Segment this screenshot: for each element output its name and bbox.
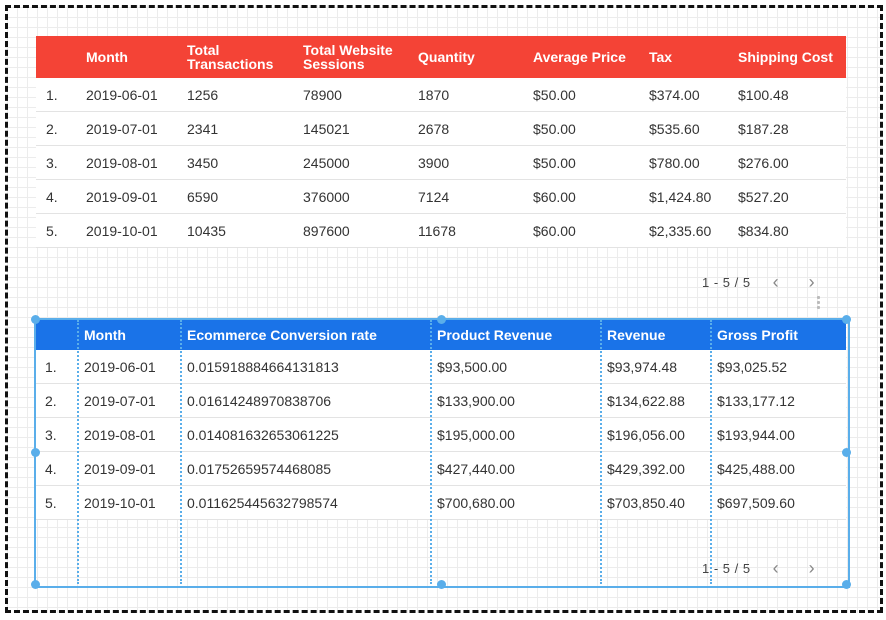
header-total-website-sessions[interactable]: Total Website Sessions [298, 36, 413, 78]
cell-revenue: $429,392.00 [601, 452, 711, 486]
cell-shipping-cost: $834.80 [733, 214, 846, 248]
cell-total-website-sessions: 245000 [298, 146, 413, 180]
header-quantity[interactable]: Quantity [413, 36, 528, 78]
cell-revenue: $93,974.48 [601, 350, 711, 384]
cell-month: 2019-07-01 [81, 112, 182, 146]
header-average-price[interactable]: Average Price [528, 36, 644, 78]
header-ecommerce-conversion-rate[interactable]: Ecommerce Conversion rate [181, 320, 431, 350]
cell-shipping-cost: $276.00 [733, 146, 846, 180]
cell-product-revenue: $427,440.00 [431, 452, 601, 486]
resize-handle-top-left[interactable] [31, 315, 40, 324]
row-index: 1. [36, 350, 78, 384]
cell-month: 2019-06-01 [78, 350, 181, 384]
cell-total-transactions: 1256 [182, 78, 298, 112]
cell-total-transactions: 3450 [182, 146, 298, 180]
row-index: 5. [36, 486, 78, 520]
cell-product-revenue: $133,900.00 [431, 384, 601, 418]
cell-month: 2019-07-01 [78, 384, 181, 418]
cell-product-revenue: $700,680.00 [431, 486, 601, 520]
cell-product-revenue: $195,000.00 [431, 418, 601, 452]
pagination-range: 1 - 5 / 5 [702, 561, 751, 576]
chevron-right-icon[interactable]: › [808, 558, 815, 578]
header-revenue[interactable]: Revenue [601, 320, 711, 350]
cell-tax: $1,424.80 [644, 180, 733, 214]
cell-conversion-rate: 0.011625445632798574 [181, 486, 431, 520]
cell-total-transactions: 10435 [182, 214, 298, 248]
table-row [36, 452, 846, 486]
cell-gross-profit: $697,509.60 [711, 486, 846, 520]
cell-tax: $374.00 [644, 78, 733, 112]
pagination-range: 1 - 5 / 5 [702, 275, 751, 290]
cell-tax: $535.60 [644, 112, 733, 146]
column-divider[interactable] [180, 320, 182, 584]
cell-total-transactions: 2341 [182, 112, 298, 146]
row-index: 4. [36, 180, 81, 214]
row-index: 5. [36, 214, 81, 248]
cell-tax: $2,335.60 [644, 214, 733, 248]
resize-handle-right[interactable] [842, 448, 851, 457]
table-row [36, 384, 846, 418]
data-table-sales[interactable] [36, 36, 846, 248]
cell-quantity: 3900 [413, 146, 528, 180]
column-divider[interactable] [77, 320, 79, 584]
cell-average-price: $50.00 [528, 146, 644, 180]
cell-quantity: 1870 [413, 78, 528, 112]
row-index: 3. [36, 146, 81, 180]
row-index: 3. [36, 418, 78, 452]
row-index: 1. [36, 78, 81, 112]
resize-handle-bottom[interactable] [437, 580, 446, 589]
cell-shipping-cost: $100.48 [733, 78, 846, 112]
cell-conversion-rate: 0.01752659574468085 [181, 452, 431, 486]
cell-average-price: $50.00 [528, 78, 644, 112]
cell-total-transactions: 6590 [182, 180, 298, 214]
cell-average-price: $60.00 [528, 214, 644, 248]
resize-handle-bottom-right[interactable] [842, 580, 851, 589]
cell-revenue: $196,056.00 [601, 418, 711, 452]
cell-total-website-sessions: 145021 [298, 112, 413, 146]
cell-total-website-sessions: 897600 [298, 214, 413, 248]
row-index: 2. [36, 112, 81, 146]
cell-conversion-rate: 0.014081632653061225 [181, 418, 431, 452]
table-row [36, 214, 846, 248]
table-header-row [36, 36, 846, 78]
header-index [36, 320, 78, 350]
header-index [36, 36, 81, 78]
cell-quantity: 11678 [413, 214, 528, 248]
header-total-transactions[interactable]: Total Transactions [182, 36, 298, 78]
cell-gross-profit: $193,944.00 [711, 418, 846, 452]
column-divider[interactable] [710, 320, 712, 584]
cell-average-price: $60.00 [528, 180, 644, 214]
resize-handle-top[interactable] [437, 315, 446, 324]
table-row [36, 350, 846, 384]
cell-month: 2019-08-01 [81, 146, 182, 180]
cell-month: 2019-08-01 [78, 418, 181, 452]
cell-gross-profit: $93,025.52 [711, 350, 846, 384]
more-vert-icon[interactable] [817, 296, 821, 311]
data-table-revenue[interactable] [36, 320, 846, 520]
table-row [36, 418, 846, 452]
cell-product-revenue: $93,500.00 [431, 350, 601, 384]
header-month[interactable]: Month [78, 320, 181, 350]
cell-month: 2019-09-01 [78, 452, 181, 486]
chevron-right-icon[interactable]: › [808, 272, 815, 292]
cell-quantity: 2678 [413, 112, 528, 146]
cell-gross-profit: $425,488.00 [711, 452, 846, 486]
resize-handle-bottom-left[interactable] [31, 580, 40, 589]
cell-conversion-rate: 0.01614248970838706 [181, 384, 431, 418]
table-row [36, 78, 846, 112]
header-month[interactable]: Month [81, 36, 182, 78]
cell-revenue: $703,850.40 [601, 486, 711, 520]
table2-pagination [702, 558, 823, 579]
row-index: 4. [36, 452, 78, 486]
cell-month: 2019-10-01 [81, 214, 182, 248]
table-row [36, 486, 846, 520]
header-gross-profit[interactable]: Gross Profit [711, 320, 846, 350]
column-divider[interactable] [600, 320, 602, 584]
cell-tax: $780.00 [644, 146, 733, 180]
chevron-left-icon[interactable]: ‹ [772, 558, 779, 578]
table-row [36, 112, 846, 146]
table-header-row [36, 320, 846, 350]
cell-average-price: $50.00 [528, 112, 644, 146]
cell-revenue: $134,622.88 [601, 384, 711, 418]
resize-handle-top-right[interactable] [842, 315, 851, 324]
cell-shipping-cost: $187.28 [733, 112, 846, 146]
cell-gross-profit: $133,177.12 [711, 384, 846, 418]
cell-total-website-sessions: 376000 [298, 180, 413, 214]
cell-month: 2019-10-01 [78, 486, 181, 520]
table-row [36, 180, 846, 214]
row-index: 2. [36, 384, 78, 418]
table1-pagination [702, 272, 823, 293]
cell-month: 2019-09-01 [81, 180, 182, 214]
cell-quantity: 7124 [413, 180, 528, 214]
header-product-revenue[interactable]: Product Revenue [431, 320, 601, 350]
column-divider[interactable] [430, 320, 432, 584]
chevron-left-icon[interactable]: ‹ [772, 272, 779, 292]
cell-month: 2019-06-01 [81, 78, 182, 112]
cell-shipping-cost: $527.20 [733, 180, 846, 214]
header-shipping-cost[interactable]: Shipping Cost [733, 36, 846, 78]
resize-handle-left[interactable] [31, 448, 40, 457]
cell-total-website-sessions: 78900 [298, 78, 413, 112]
header-tax[interactable]: Tax [644, 36, 733, 78]
table-row [36, 146, 846, 180]
cell-conversion-rate: 0.015918884664131813 [181, 350, 431, 384]
